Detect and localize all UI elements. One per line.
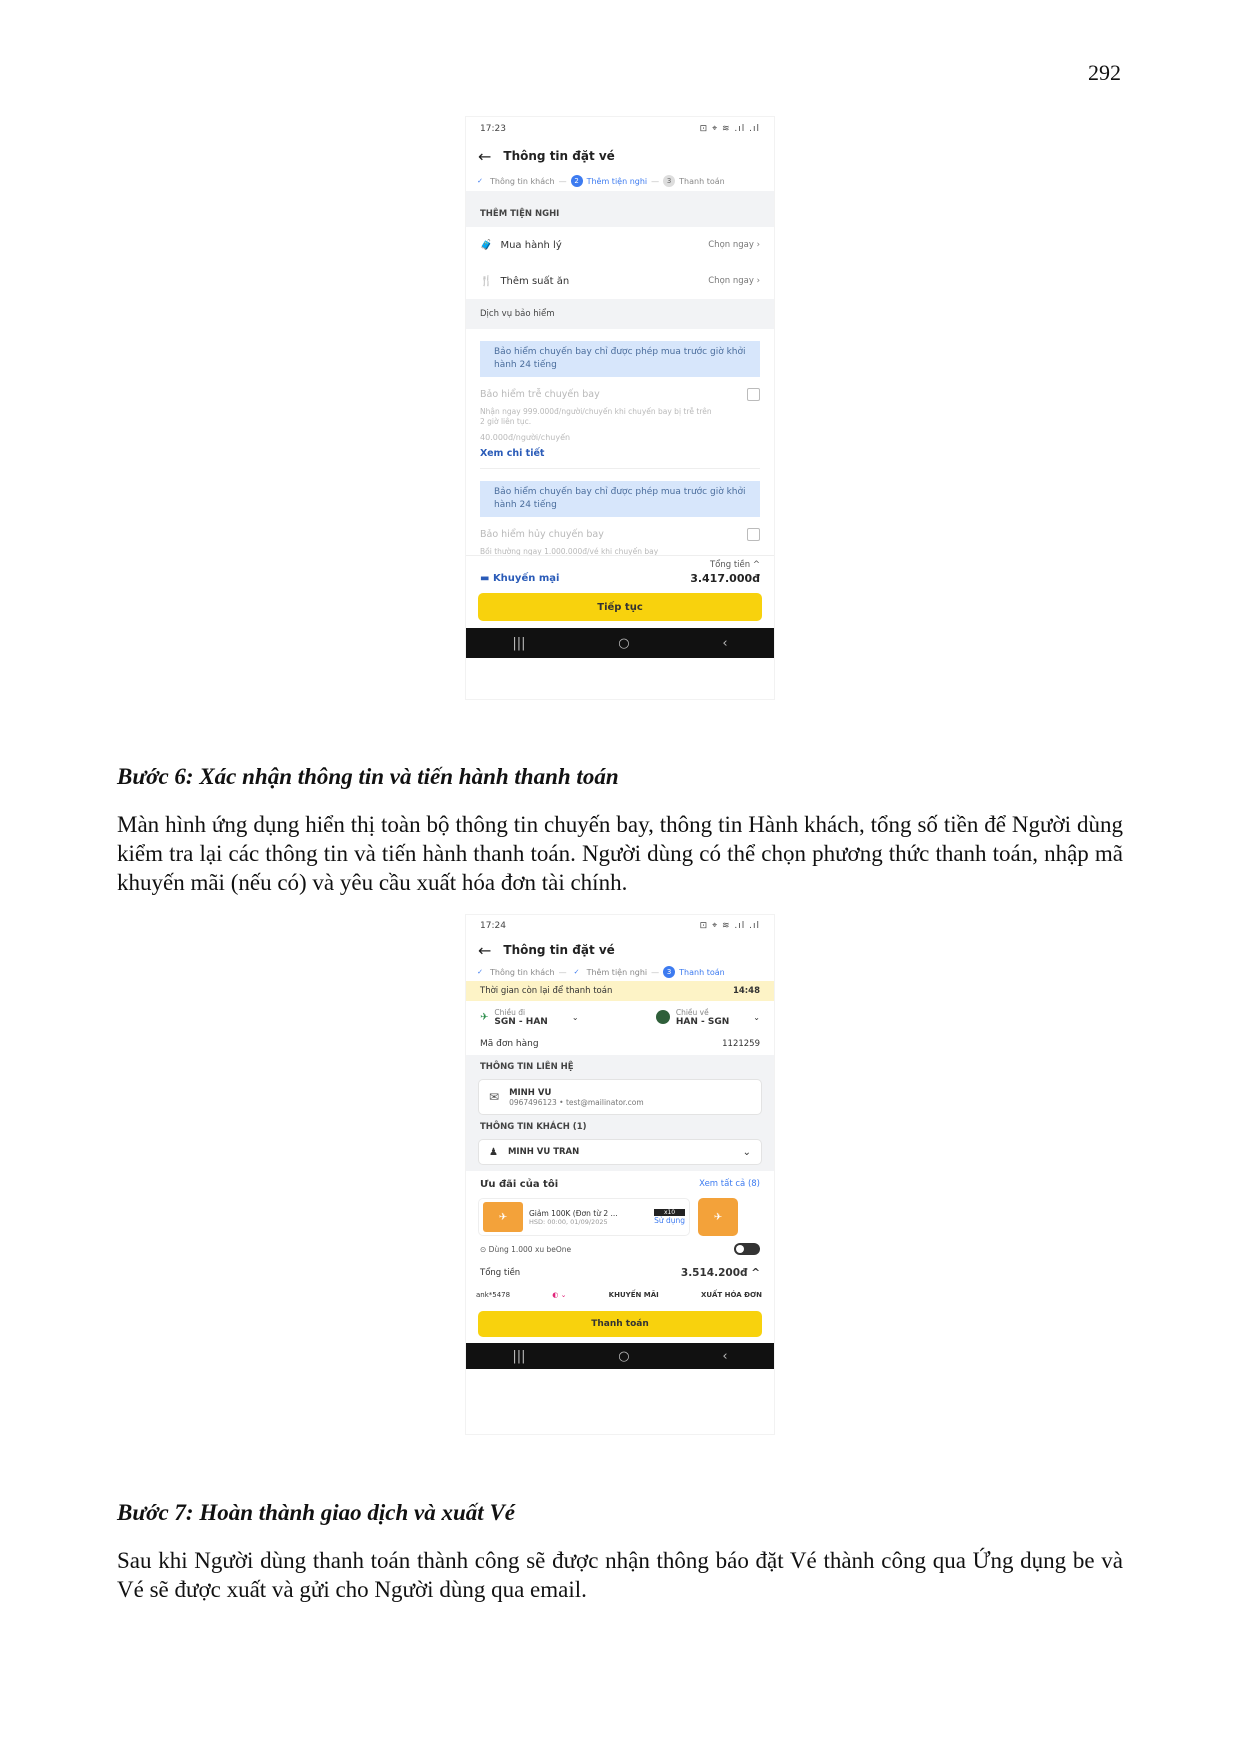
luggage-icon: 🧳 (480, 239, 493, 251)
coins-row (466, 1237, 774, 1261)
amenity-action: Chọn ngay (708, 276, 754, 286)
chevron-right-icon: › (756, 276, 760, 286)
app-header (466, 141, 774, 171)
promo-label: Khuyến mại (492, 573, 560, 584)
back-arrow-icon[interactable]: ← (478, 940, 492, 960)
meal-icon: 🍴 (480, 275, 493, 287)
screenshot-add-amenities (466, 117, 774, 699)
coins-label: ⊙ Dùng 1.000 xu beOne (480, 1244, 572, 1254)
amenity-row-meal[interactable] (466, 263, 774, 299)
screenshot-payment (466, 915, 774, 1434)
status-icons: ⊡ ⌖ ≋ .ıl .ıl (699, 921, 760, 931)
progress-steps: ✓ Thông tin khách — ✓ Thêm tiện nghi — 3 Thanh toán (466, 963, 774, 981)
step-label: Thông tin khách (490, 967, 555, 977)
amenity-label: Thêm suất ăn (500, 275, 570, 287)
order-value: 1121259 (722, 1039, 760, 1049)
step-label: Thêm tiện nghi (586, 967, 648, 977)
outbound-route: SGN - HAN (494, 1016, 548, 1027)
android-nav-bar (466, 628, 774, 658)
payment-options (466, 1285, 774, 1305)
home-icon[interactable]: ○ (618, 635, 630, 651)
delay-insurance-title: Bảo hiểm trễ chuyến bay (480, 388, 600, 400)
voucher-card-partial[interactable] (698, 1198, 738, 1236)
step-number: 2 (571, 175, 583, 187)
promo-tab[interactable]: KHUYẾN MÃI (608, 1291, 659, 1299)
timer-label: Thời gian còn lại để thanh toán (480, 986, 613, 996)
outbound-label: Chiều đi (494, 1007, 526, 1017)
step-number: 3 (663, 966, 675, 978)
chevron-up-icon[interactable]: ^ (751, 1267, 760, 1279)
step-label: Thông tin khách (490, 176, 555, 186)
payment-method-selector[interactable]: ◐ ⌄ (552, 1291, 567, 1299)
chevron-up-icon[interactable]: ^ (752, 560, 760, 570)
contact-section-title: THÔNG TIN LIÊN HỆ (466, 1055, 774, 1079)
contact-detail: 0967496123 • test@mailinator.com (509, 1097, 644, 1107)
coins-toggle[interactable] (734, 1243, 760, 1255)
page-title: Thông tin đặt vé (503, 149, 615, 163)
total-amount: 3.417.000đ (690, 572, 760, 585)
cancel-insurance-desc: Bồi thường ngay 1.000.000đ/vé khi chuyến bay (480, 547, 659, 555)
total-label: Tổng tiền (480, 1268, 521, 1278)
chevron-down-icon: ⌄ (742, 1146, 751, 1158)
airline-logo-icon (656, 1010, 670, 1024)
total-amount (681, 1267, 760, 1279)
total-row (466, 1261, 774, 1285)
back-nav-icon[interactable]: ‹ (722, 1348, 728, 1364)
step6-heading: Bước 6: Xác nhận thông tin và tiến hành thanh toán (117, 764, 619, 789)
plane-icon: ✈ (483, 1202, 523, 1232)
step-label: Thêm tiện nghi (586, 176, 648, 186)
voucher-carousel (466, 1197, 774, 1237)
status-time: 17:23 (480, 124, 506, 134)
status-bar (466, 117, 774, 141)
promo-button[interactable] (480, 573, 559, 584)
delay-insurance-row (466, 381, 774, 407)
status-bar (466, 915, 774, 937)
plane-icon: ✈ (713, 1211, 723, 1223)
chevron-right-icon: › (756, 240, 760, 250)
continue-button[interactable]: Tiếp tục (478, 593, 762, 621)
delay-insurance-desc: Nhận ngay 999.000đ/người/chuyến khi chuyến bay bị trễ trên 2 giờ liên tục. (480, 407, 712, 426)
return-route: HAN - SGN (675, 1016, 730, 1027)
home-icon[interactable]: ○ (618, 1348, 630, 1364)
total-value: 3.514.200đ (680, 1267, 748, 1279)
voucher-count-badge: x10 (654, 1209, 685, 1216)
bank-account[interactable]: ank*5478 (476, 1291, 511, 1299)
use-voucher-button[interactable]: Sử dụng (654, 1216, 685, 1225)
amenity-label: Mua hành lý (500, 239, 562, 251)
step-check-icon: ✓ (477, 968, 483, 976)
back-nav-icon[interactable]: ‹ (722, 635, 728, 651)
section-insurance: Dịch vụ bảo hiểm (466, 299, 774, 329)
return-flight[interactable] (656, 1008, 760, 1027)
progress-steps: ✓ Thông tin khách — 2 Thêm tiện nghi — 3 Thanh toán (466, 171, 774, 191)
step-check-icon: ✓ (573, 968, 580, 976)
total-label: Tổng tiền (709, 560, 751, 570)
voucher-title: Giảm 100K (Đơn từ 2 ... (529, 1208, 618, 1218)
amenity-action: Chọn ngay (708, 240, 754, 250)
step-label: Thanh toán (679, 176, 725, 186)
outbound-flight[interactable] (480, 1008, 579, 1027)
voucher-expiry: HSD: 00:00, 01/09/2025 (529, 1217, 608, 1226)
android-nav-bar (466, 1343, 774, 1369)
person-icon: ♟ (489, 1146, 498, 1158)
offers-title: Ưu đãi của tôi (480, 1178, 559, 1190)
passenger-name: MINH VU TRAN (507, 1147, 580, 1157)
flight-routes (466, 1001, 774, 1033)
passenger-section-title: THÔNG TIN KHÁCH (1) (466, 1115, 774, 1139)
order-row (466, 1033, 774, 1055)
step7-heading: Bước 7: Hoàn thành giao dịch và xuất Vé (117, 1500, 515, 1525)
delay-insurance-price: 40.000đ/người/chuyến (480, 433, 571, 442)
contact-card[interactable] (478, 1079, 762, 1115)
invoice-tab[interactable]: XUẤT HÓA ĐƠN (700, 1291, 762, 1299)
timer-value: 14:48 (732, 986, 760, 996)
app-header (466, 937, 774, 963)
delay-insurance-checkbox[interactable] (747, 388, 760, 401)
recent-apps-icon[interactable]: ||| (512, 635, 526, 651)
offers-header (466, 1171, 774, 1197)
plane-icon: ✈ (480, 1011, 489, 1023)
status-time: 17:24 (480, 921, 506, 931)
page-number: 292 (1088, 60, 1121, 85)
insurance-notice: Bảo hiểm chuyến bay chỉ được phép mua trước giờ khởi hành 24 tiếng (480, 481, 760, 517)
chevron-down-icon: ⌄ (753, 1012, 760, 1022)
voucher-card[interactable] (478, 1198, 690, 1236)
step-number: 3 (663, 175, 675, 187)
back-arrow-icon[interactable]: ← (478, 146, 492, 166)
chevron-down-icon: ⌄ (571, 1012, 579, 1022)
pay-button[interactable]: Thanh toán (478, 1311, 762, 1337)
cancel-insurance-checkbox[interactable] (747, 528, 760, 541)
return-label: Chiều về (675, 1007, 709, 1017)
contact-name: MINH VU (509, 1087, 552, 1098)
see-details-link[interactable]: Xem chi tiết (480, 448, 545, 459)
step-label: Thanh toán (679, 967, 725, 977)
step6-paragraph: Màn hình ứng dụng hiển thị toàn bộ thông tin chuyến bay, thông tin Hành khách, tổng số tiền để Người dùng kiểm tra lại các thông tin và tiến hành thanh toán. Người dùng có thể chọn phương thức thanh toán, nhập mã khuyến mãi (nếu có) và yêu cầu xuất hóa đơn tài chính. (117, 812, 1123, 895)
step-check-icon: ✓ (477, 177, 483, 185)
status-icons: ⊡ ⌖ ≋ .ıl .ıl (699, 124, 760, 134)
cancel-insurance-row (466, 521, 774, 547)
view-all-offers-link[interactable]: Xem tất cả (8) (699, 1179, 760, 1189)
coins-text: Dùng 1.000 xu beOne (488, 1244, 572, 1254)
amenity-row-luggage[interactable] (466, 227, 774, 263)
insurance-notice: Bảo hiểm chuyến bay chỉ được phép mua trước giờ khởi hành 24 tiếng (480, 341, 760, 377)
recent-apps-icon[interactable]: ||| (512, 1348, 526, 1364)
page-title: Thông tin đặt vé (503, 943, 615, 957)
section-amenities: THÊM TIỆN NGHI (466, 201, 774, 227)
step7-paragraph: Sau khi Người dùng thanh toán thành công sẽ được nhận thông báo đặt Vé thành công qua Ứng dụng be và Vé sẽ được xuất và gửi cho Người dùng qua email. (117, 1548, 1123, 1602)
cancel-insurance-title: Bảo hiểm hủy chuyến bay (480, 528, 604, 540)
passenger-card[interactable] (478, 1139, 762, 1165)
order-label: Mã đơn hàng (480, 1039, 539, 1049)
ticket-icon: ▬ (480, 573, 490, 584)
mail-icon: ✉ (489, 1090, 500, 1104)
payment-timer (466, 981, 774, 1001)
